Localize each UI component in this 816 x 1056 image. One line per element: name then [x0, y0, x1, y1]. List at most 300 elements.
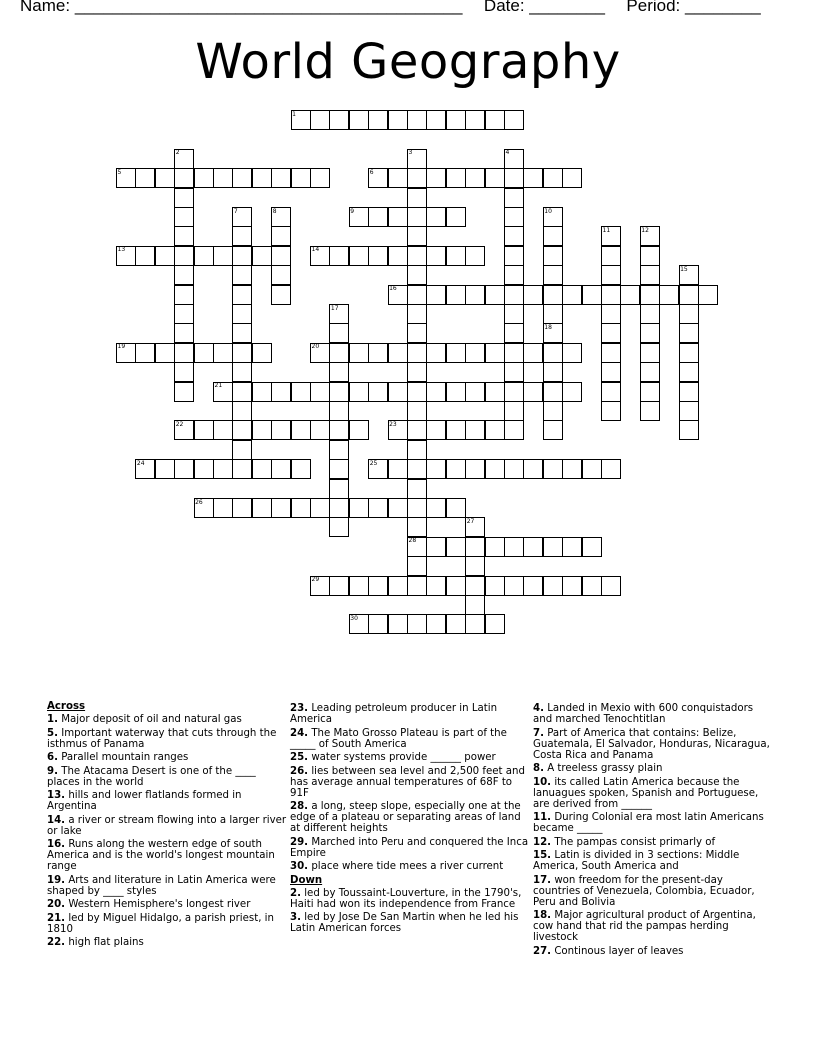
- grid-cell[interactable]: [640, 323, 660, 343]
- grid-cell[interactable]: [679, 304, 699, 324]
- grid-cell[interactable]: [388, 343, 408, 363]
- grid-cell[interactable]: [407, 304, 427, 324]
- grid-cell[interactable]: [446, 537, 466, 557]
- grid-cell[interactable]: [426, 459, 446, 479]
- grid-cell[interactable]: [174, 323, 194, 343]
- grid-cell[interactable]: [291, 498, 311, 518]
- grid-cell[interactable]: [329, 382, 349, 402]
- grid-cell[interactable]: [310, 110, 330, 130]
- grid-cell[interactable]: [582, 285, 602, 305]
- grid-cell[interactable]: [271, 382, 291, 402]
- grid-cell[interactable]: [388, 285, 408, 305]
- grid-cell[interactable]: [543, 401, 563, 421]
- grid-cell[interactable]: [174, 265, 194, 285]
- grid-cell[interactable]: [407, 362, 427, 382]
- grid-cell[interactable]: [601, 323, 621, 343]
- grid-cell[interactable]: [368, 246, 388, 266]
- grid-cell[interactable]: [349, 110, 369, 130]
- grid-cell[interactable]: [601, 226, 621, 246]
- grid-cell[interactable]: [446, 207, 466, 227]
- grid-cell[interactable]: [174, 226, 194, 246]
- grid-cell[interactable]: [562, 382, 582, 402]
- grid-cell[interactable]: [640, 285, 660, 305]
- grid-cell[interactable]: [407, 323, 427, 343]
- grid-cell[interactable]: [465, 382, 485, 402]
- grid-cell[interactable]: [679, 265, 699, 285]
- grid-cell[interactable]: [426, 614, 446, 634]
- grid-cell[interactable]: [407, 479, 427, 499]
- grid-cell[interactable]: [271, 226, 291, 246]
- grid-cell[interactable]: [543, 265, 563, 285]
- grid-cell[interactable]: [349, 343, 369, 363]
- grid-cell[interactable]: [174, 149, 194, 169]
- grid-cell[interactable]: [504, 168, 524, 188]
- grid-cell[interactable]: [407, 285, 427, 305]
- grid-cell[interactable]: [388, 168, 408, 188]
- grid-cell[interactable]: [329, 343, 349, 363]
- grid-cell[interactable]: [640, 362, 660, 382]
- grid-cell[interactable]: [640, 382, 660, 402]
- grid-cell[interactable]: [349, 382, 369, 402]
- grid-cell[interactable]: [601, 304, 621, 324]
- grid-cell[interactable]: [271, 207, 291, 227]
- grid-cell[interactable]: [465, 168, 485, 188]
- grid-cell[interactable]: [310, 498, 330, 518]
- grid-cell[interactable]: [543, 576, 563, 596]
- grid-cell[interactable]: [213, 246, 233, 266]
- clue-across-22: 22. high flat plains: [47, 937, 144, 948]
- grid-cell[interactable]: [504, 226, 524, 246]
- grid-cell[interactable]: [446, 382, 466, 402]
- grid-cell[interactable]: [640, 401, 660, 421]
- grid-cell[interactable]: [543, 382, 563, 402]
- grid-cell[interactable]: [174, 285, 194, 305]
- grid-cell[interactable]: [232, 168, 252, 188]
- grid-cell[interactable]: [446, 285, 466, 305]
- grid-cell[interactable]: [543, 323, 563, 343]
- grid-cell[interactable]: [407, 537, 427, 557]
- grid-cell[interactable]: [271, 168, 291, 188]
- grid-cell[interactable]: [679, 362, 699, 382]
- grid-cell[interactable]: [388, 420, 408, 440]
- grid-cell[interactable]: [329, 440, 349, 460]
- grid-cell[interactable]: [504, 265, 524, 285]
- grid-cell[interactable]: [504, 188, 524, 208]
- grid-cell[interactable]: [174, 168, 194, 188]
- grid-cell[interactable]: [426, 285, 446, 305]
- grid-cell[interactable]: [252, 459, 272, 479]
- grid-cell[interactable]: [485, 343, 505, 363]
- grid-cell[interactable]: [523, 382, 543, 402]
- grid-cell[interactable]: [174, 246, 194, 266]
- grid-cell[interactable]: [252, 420, 272, 440]
- grid-cell[interactable]: [388, 382, 408, 402]
- grid-cell[interactable]: [194, 498, 214, 518]
- grid-cell[interactable]: [349, 207, 369, 227]
- grid-cell[interactable]: [329, 479, 349, 499]
- grid-cell[interactable]: [504, 420, 524, 440]
- grid-cell[interactable]: [271, 246, 291, 266]
- grid-cell[interactable]: [543, 537, 563, 557]
- grid-cell[interactable]: [407, 149, 427, 169]
- grid-cell[interactable]: [446, 498, 466, 518]
- grid-cell[interactable]: [271, 265, 291, 285]
- grid-cell[interactable]: [310, 382, 330, 402]
- grid-cell[interactable]: [388, 614, 408, 634]
- grid-cell[interactable]: [407, 517, 427, 537]
- grid-cell[interactable]: [485, 576, 505, 596]
- grid-cell[interactable]: [155, 343, 175, 363]
- grid-cell[interactable]: [349, 576, 369, 596]
- grid-cell[interactable]: [601, 362, 621, 382]
- grid-cell[interactable]: [485, 285, 505, 305]
- name-field[interactable]: _________________________________________: [74, 0, 463, 15]
- grid-cell[interactable]: [232, 382, 252, 402]
- grid-cell[interactable]: [174, 343, 194, 363]
- grid-cell[interactable]: [543, 285, 563, 305]
- grid-cell[interactable]: [446, 576, 466, 596]
- grid-cell[interactable]: [252, 382, 272, 402]
- grid-cell[interactable]: [310, 576, 330, 596]
- grid-cell[interactable]: [523, 537, 543, 557]
- grid-cell[interactable]: [407, 420, 427, 440]
- grid-cell[interactable]: [446, 110, 466, 130]
- grid-cell[interactable]: [407, 110, 427, 130]
- grid-cell[interactable]: [388, 459, 408, 479]
- grid-cell[interactable]: [329, 323, 349, 343]
- grid-cell[interactable]: [485, 459, 505, 479]
- grid-cell[interactable]: [155, 459, 175, 479]
- grid-cell[interactable]: [601, 246, 621, 266]
- grid-cell[interactable]: [232, 323, 252, 343]
- clue-number-label: 8: [272, 207, 277, 215]
- grid-cell[interactable]: [582, 459, 602, 479]
- grid-cell[interactable]: [465, 517, 485, 537]
- grid-cell[interactable]: [465, 595, 485, 615]
- grid-cell[interactable]: [329, 110, 349, 130]
- grid-cell[interactable]: [562, 459, 582, 479]
- grid-cell[interactable]: [485, 420, 505, 440]
- grid-cell[interactable]: [349, 420, 369, 440]
- grid-cell[interactable]: [601, 343, 621, 363]
- grid-cell[interactable]: [194, 343, 214, 363]
- grid-cell[interactable]: [135, 168, 155, 188]
- grid-cell[interactable]: [174, 304, 194, 324]
- grid-cell[interactable]: [407, 576, 427, 596]
- grid-cell[interactable]: [543, 343, 563, 363]
- clue-across-26: 26. lies between sea level and 2,500 feet and has average annual temperatures of 68F to 91F: [290, 765, 525, 799]
- grid-cell[interactable]: [659, 285, 679, 305]
- grid-cell[interactable]: [407, 246, 427, 266]
- grid-cell[interactable]: [523, 459, 543, 479]
- grid-cell[interactable]: [271, 459, 291, 479]
- grid-cell[interactable]: [601, 401, 621, 421]
- grid-cell[interactable]: [504, 537, 524, 557]
- grid-cell[interactable]: [543, 420, 563, 440]
- grid-cell[interactable]: [252, 246, 272, 266]
- grid-cell[interactable]: [426, 110, 446, 130]
- grid-cell[interactable]: [504, 149, 524, 169]
- grid-cell[interactable]: [543, 246, 563, 266]
- grid-cell[interactable]: [426, 576, 446, 596]
- grid-cell[interactable]: [523, 168, 543, 188]
- grid-cell[interactable]: [310, 343, 330, 363]
- grid-cell[interactable]: [388, 110, 408, 130]
- grid-cell[interactable]: [543, 362, 563, 382]
- grid-cell[interactable]: [213, 168, 233, 188]
- grid-cell[interactable]: [504, 207, 524, 227]
- grid-cell[interactable]: [504, 382, 524, 402]
- grid-cell[interactable]: [194, 168, 214, 188]
- grid-cell[interactable]: [291, 110, 311, 130]
- grid-cell[interactable]: [582, 537, 602, 557]
- grid-cell[interactable]: [426, 207, 446, 227]
- grid-cell[interactable]: [504, 362, 524, 382]
- grid-cell[interactable]: [426, 537, 446, 557]
- grid-cell[interactable]: [601, 265, 621, 285]
- grid-cell[interactable]: [679, 420, 699, 440]
- grid-cell[interactable]: [135, 343, 155, 363]
- grid-cell[interactable]: [504, 304, 524, 324]
- grid-cell[interactable]: [640, 246, 660, 266]
- grid-cell[interactable]: [640, 304, 660, 324]
- grid-cell[interactable]: [485, 537, 505, 557]
- grid-cell[interactable]: [465, 576, 485, 596]
- grid-cell[interactable]: [640, 226, 660, 246]
- grid-cell[interactable]: [465, 246, 485, 266]
- grid-cell[interactable]: [562, 168, 582, 188]
- grid-cell[interactable]: [465, 614, 485, 634]
- grid-cell[interactable]: [465, 556, 485, 576]
- grid-cell[interactable]: [329, 576, 349, 596]
- grid-cell[interactable]: [194, 246, 214, 266]
- grid-cell[interactable]: [349, 246, 369, 266]
- grid-cell[interactable]: [485, 110, 505, 130]
- grid-cell[interactable]: [349, 498, 369, 518]
- grid-cell[interactable]: [310, 420, 330, 440]
- grid-cell[interactable]: [426, 343, 446, 363]
- grid-cell[interactable]: [271, 420, 291, 440]
- grid-cell[interactable]: [543, 207, 563, 227]
- grid-cell[interactable]: [329, 459, 349, 479]
- grid-cell[interactable]: [407, 440, 427, 460]
- grid-cell[interactable]: [232, 343, 252, 363]
- grid-cell[interactable]: [446, 168, 466, 188]
- grid-cell[interactable]: [232, 285, 252, 305]
- grid-cell[interactable]: [407, 207, 427, 227]
- grid-cell[interactable]: [543, 459, 563, 479]
- grid-cell[interactable]: [426, 382, 446, 402]
- grid-cell[interactable]: [485, 168, 505, 188]
- grid-cell[interactable]: [135, 459, 155, 479]
- grid-cell[interactable]: [329, 401, 349, 421]
- grid-cell[interactable]: [232, 498, 252, 518]
- grid-cell[interactable]: [640, 343, 660, 363]
- grid-cell[interactable]: [485, 614, 505, 634]
- grid-cell[interactable]: [155, 168, 175, 188]
- grid-cell[interactable]: [174, 459, 194, 479]
- grid-cell[interactable]: [446, 614, 466, 634]
- grid-cell[interactable]: [368, 576, 388, 596]
- grid-cell[interactable]: [504, 323, 524, 343]
- grid-cell[interactable]: [232, 420, 252, 440]
- grid-cell[interactable]: [679, 401, 699, 421]
- grid-cell[interactable]: [407, 188, 427, 208]
- grid-cell[interactable]: [174, 382, 194, 402]
- grid-cell[interactable]: [407, 459, 427, 479]
- grid-cell[interactable]: [329, 362, 349, 382]
- grid-cell[interactable]: [232, 459, 252, 479]
- grid-cell[interactable]: [679, 323, 699, 343]
- grid-cell[interactable]: [388, 207, 408, 227]
- grid-cell[interactable]: [174, 420, 194, 440]
- grid-cell[interactable]: [407, 226, 427, 246]
- grid-cell[interactable]: [194, 420, 214, 440]
- grid-cell[interactable]: [562, 576, 582, 596]
- grid-cell[interactable]: [465, 110, 485, 130]
- grid-cell[interactable]: [174, 362, 194, 382]
- grid-cell[interactable]: [407, 168, 427, 188]
- grid-cell[interactable]: [155, 246, 175, 266]
- grid-cell[interactable]: [232, 246, 252, 266]
- grid-cell[interactable]: [446, 343, 466, 363]
- grid-cell[interactable]: [232, 401, 252, 421]
- grid-cell[interactable]: [504, 110, 524, 130]
- grid-cell[interactable]: [504, 459, 524, 479]
- grid-cell[interactable]: [446, 246, 466, 266]
- grid-cell[interactable]: [426, 246, 446, 266]
- grid-cell[interactable]: [291, 168, 311, 188]
- grid-cell[interactable]: [504, 246, 524, 266]
- grid-cell[interactable]: [426, 420, 446, 440]
- grid-cell[interactable]: [407, 401, 427, 421]
- grid-cell[interactable]: [446, 420, 466, 440]
- grid-cell[interactable]: [523, 576, 543, 596]
- grid-cell[interactable]: [329, 304, 349, 324]
- grid-cell[interactable]: [368, 614, 388, 634]
- grid-cell[interactable]: [252, 343, 272, 363]
- grid-cell[interactable]: [368, 207, 388, 227]
- grid-cell[interactable]: [213, 420, 233, 440]
- grid-cell[interactable]: [504, 576, 524, 596]
- grid-cell[interactable]: [562, 285, 582, 305]
- grid-cell[interactable]: [232, 207, 252, 227]
- grid-cell[interactable]: [368, 110, 388, 130]
- grid-cell[interactable]: [232, 362, 252, 382]
- grid-cell[interactable]: [465, 459, 485, 479]
- grid-cell[interactable]: [213, 459, 233, 479]
- grid-cell[interactable]: [543, 168, 563, 188]
- grid-cell[interactable]: [407, 382, 427, 402]
- grid-cell[interactable]: [291, 382, 311, 402]
- grid-cell[interactable]: [504, 401, 524, 421]
- grid-cell[interactable]: [465, 343, 485, 363]
- grid-cell[interactable]: [252, 498, 272, 518]
- grid-cell[interactable]: [329, 517, 349, 537]
- grid-cell[interactable]: [329, 246, 349, 266]
- grid-cell[interactable]: [426, 168, 446, 188]
- grid-cell[interactable]: [562, 537, 582, 557]
- grid-cell[interactable]: [368, 498, 388, 518]
- grid-cell[interactable]: [213, 343, 233, 363]
- period-field[interactable]: ________: [685, 0, 761, 15]
- grid-cell[interactable]: [640, 265, 660, 285]
- grid-cell[interactable]: [349, 614, 369, 634]
- grid-cell[interactable]: [388, 498, 408, 518]
- grid-cell[interactable]: [271, 498, 291, 518]
- grid-cell[interactable]: [543, 304, 563, 324]
- grid-cell[interactable]: [601, 576, 621, 596]
- grid-cell[interactable]: [116, 168, 136, 188]
- grid-cell[interactable]: [582, 576, 602, 596]
- grid-cell[interactable]: [465, 285, 485, 305]
- date-field[interactable]: ________: [529, 0, 605, 15]
- grid-cell[interactable]: [562, 343, 582, 363]
- grid-cell[interactable]: [368, 382, 388, 402]
- grid-cell[interactable]: [329, 498, 349, 518]
- grid-cell[interactable]: [329, 420, 349, 440]
- grid-cell[interactable]: [485, 382, 505, 402]
- grid-cell[interactable]: [310, 246, 330, 266]
- grid-cell[interactable]: [523, 343, 543, 363]
- grid-cell[interactable]: [543, 226, 563, 246]
- grid-cell[interactable]: [271, 285, 291, 305]
- grid-cell[interactable]: [310, 168, 330, 188]
- grid-cell[interactable]: [368, 459, 388, 479]
- grid-cell[interactable]: [388, 576, 408, 596]
- grid-cell[interactable]: [232, 304, 252, 324]
- grid-cell[interactable]: [135, 246, 155, 266]
- grid-cell[interactable]: [601, 285, 621, 305]
- grid-cell[interactable]: [601, 459, 621, 479]
- grid-cell[interactable]: [679, 285, 699, 305]
- grid-cell[interactable]: [213, 498, 233, 518]
- grid-cell[interactable]: [252, 168, 272, 188]
- grid-cell[interactable]: [407, 498, 427, 518]
- grid-cell[interactable]: [213, 382, 233, 402]
- grid-cell[interactable]: [291, 420, 311, 440]
- grid-cell[interactable]: [407, 556, 427, 576]
- grid-cell[interactable]: [232, 226, 252, 246]
- grid-cell[interactable]: [679, 382, 699, 402]
- grid-cell[interactable]: [407, 614, 427, 634]
- grid-cell[interactable]: [465, 420, 485, 440]
- grid-cell[interactable]: [465, 537, 485, 557]
- grid-cell[interactable]: [116, 343, 136, 363]
- grid-cell[interactable]: [504, 343, 524, 363]
- grid-cell[interactable]: [174, 207, 194, 227]
- grid-cell[interactable]: [407, 343, 427, 363]
- grid-cell[interactable]: [601, 382, 621, 402]
- grid-cell[interactable]: [232, 440, 252, 460]
- grid-cell[interactable]: [194, 459, 214, 479]
- grid-cell[interactable]: [679, 343, 699, 363]
- grid-cell[interactable]: [446, 459, 466, 479]
- grid-cell[interactable]: [698, 285, 718, 305]
- grid-cell[interactable]: [388, 246, 408, 266]
- grid-cell[interactable]: [368, 343, 388, 363]
- grid-cell[interactable]: [426, 498, 446, 518]
- grid-cell[interactable]: [174, 188, 194, 208]
- grid-cell[interactable]: [368, 168, 388, 188]
- grid-cell[interactable]: [523, 285, 543, 305]
- grid-cell[interactable]: [232, 265, 252, 285]
- grid-cell[interactable]: [291, 459, 311, 479]
- grid-cell[interactable]: [620, 285, 640, 305]
- grid-cell[interactable]: [116, 246, 136, 266]
- grid-cell[interactable]: [504, 285, 524, 305]
- grid-cell[interactable]: [407, 265, 427, 285]
